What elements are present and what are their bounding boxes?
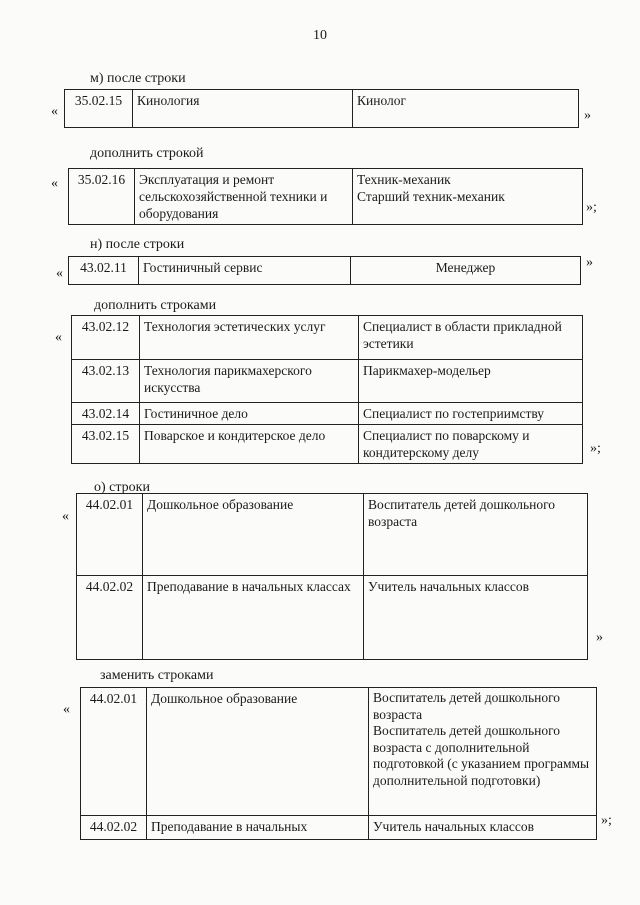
name-cell: Преподавание в начальных [147, 816, 369, 840]
page-number: 10 [313, 28, 327, 43]
section-n-then-label: дополнить строками [94, 298, 217, 313]
name-cell: Гостиничное дело [140, 403, 359, 425]
qual-cell: Парикмахер-модельер [359, 360, 583, 403]
open-quote: « [63, 702, 70, 717]
section-o-then-label: заменить строками [100, 668, 214, 683]
close-quote: » [584, 108, 591, 123]
code-cell: 44.02.01 [81, 688, 147, 816]
name-cell: Поварское и кондитерское дело [140, 425, 359, 464]
close-quote-semicolon: »; [590, 441, 601, 456]
code-cell: 43.02.11 [69, 257, 139, 285]
table-row [77, 576, 588, 660]
table-row [81, 688, 597, 816]
code-cell: 44.02.02 [81, 816, 147, 840]
section-n-label: н) после строки [90, 237, 185, 252]
name-cell: Технология эстетических услуг [140, 316, 359, 360]
table-o-added [80, 687, 597, 840]
table-n-added [71, 315, 583, 464]
qual-cell: Кинолог [353, 90, 579, 128]
table-row [69, 257, 581, 285]
code-cell: 44.02.01 [77, 494, 143, 576]
table-row [72, 316, 583, 360]
qual-cell: Специалист по гостеприимству [359, 403, 583, 425]
close-quote-semicolon: »; [586, 200, 597, 215]
table-row [77, 494, 588, 576]
table-m-original [64, 89, 579, 128]
table-row [72, 403, 583, 425]
table-row [69, 169, 583, 225]
qual-cell: Специалист в области прикладной эстетики [359, 316, 583, 360]
code-cell: 44.02.02 [77, 576, 143, 660]
table-n-original [68, 256, 581, 285]
table-row [72, 360, 583, 403]
close-quote-semicolon: »; [601, 813, 612, 828]
name-cell: Технология парикмахерского искусства [140, 360, 359, 403]
open-quote: « [55, 330, 62, 345]
qual-cell: Учитель начальных классов [369, 816, 597, 840]
name-cell: Дошкольное образование [143, 494, 364, 576]
code-cell: 35.02.15 [65, 90, 133, 128]
open-quote: « [62, 509, 69, 524]
code-cell: 43.02.12 [72, 316, 140, 360]
table-row [72, 425, 583, 464]
qual-cell: Специалист по поварскому и кондитерскому делу [359, 425, 583, 464]
qual-cell: Воспитатель детей дошкольного возраста [364, 494, 588, 576]
close-quote: » [586, 255, 593, 270]
name-cell: Эксплуатация и ремонт сельскохозяйственной техники и оборудования [135, 169, 353, 225]
open-quote: « [51, 104, 58, 119]
close-quote: » [596, 630, 603, 645]
section-m-label: м) после строки [90, 71, 186, 86]
code-cell: 43.02.14 [72, 403, 140, 425]
table-row [65, 90, 579, 128]
section-m-then-label: дополнить строкой [90, 146, 204, 161]
qual-cell: Воспитатель детей дошкольного возраста Воспитатель детей дошкольного возраста с дополнительной подготовкой (с указанием программы дополнительной подготовки) [369, 688, 597, 816]
table-m-added [68, 168, 583, 225]
code-cell: 35.02.16 [69, 169, 135, 225]
qual-cell: Техник-механик Старший техник-механик [353, 169, 583, 225]
name-cell: Преподавание в начальных классах [143, 576, 364, 660]
open-quote: « [51, 176, 58, 191]
code-cell: 43.02.15 [72, 425, 140, 464]
name-cell: Гостиничный сервис [139, 257, 351, 285]
qual-cell: Учитель начальных классов [364, 576, 588, 660]
code-cell: 43.02.13 [72, 360, 140, 403]
open-quote: « [56, 266, 63, 281]
name-cell: Кинология [133, 90, 353, 128]
section-o-label: о) строки [94, 480, 150, 495]
table-row [81, 816, 597, 840]
qual-cell: Менеджер [351, 257, 581, 285]
table-o-original [76, 493, 588, 660]
name-cell: Дошкольное образование [147, 688, 369, 816]
